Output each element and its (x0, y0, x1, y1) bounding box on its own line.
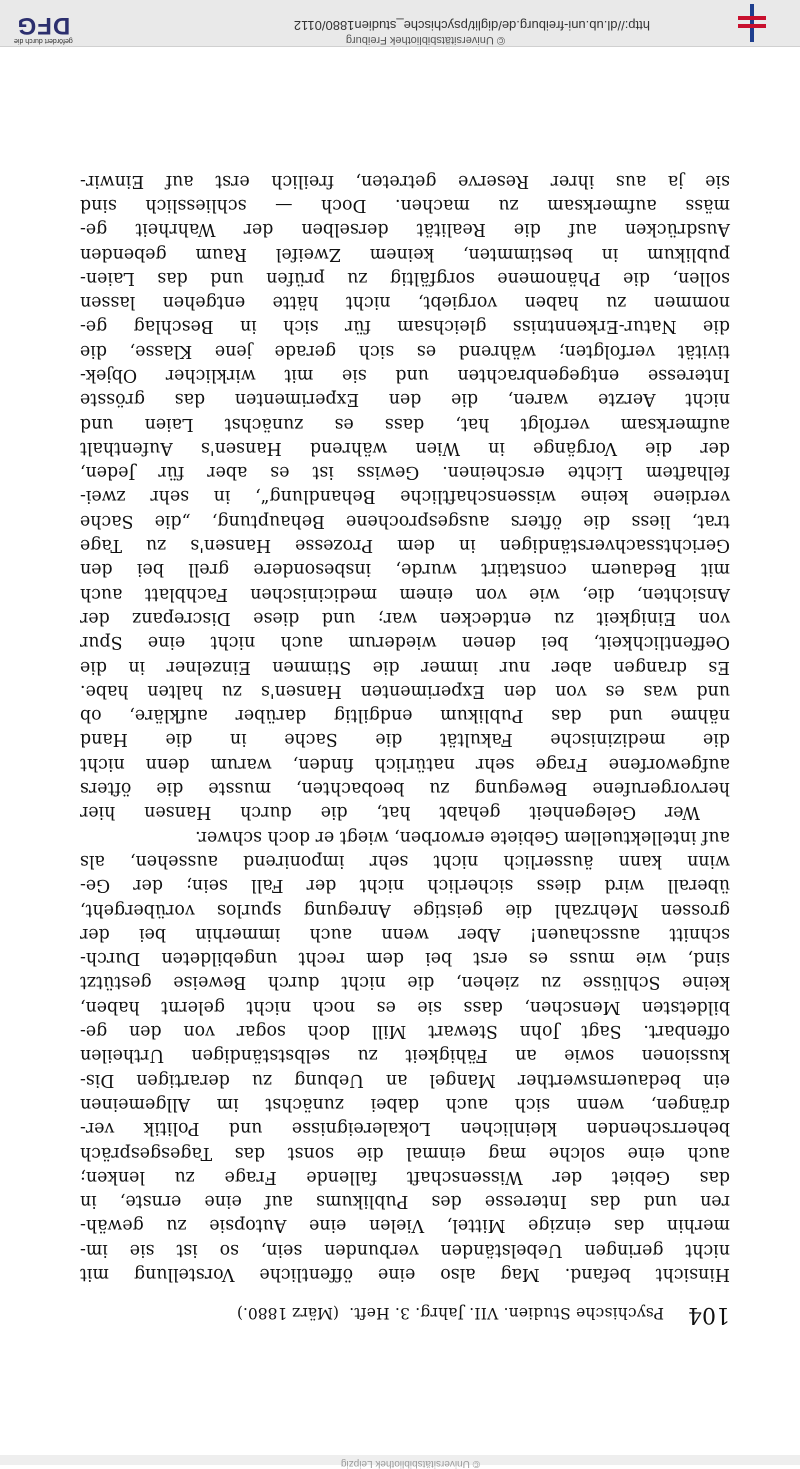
text-line: schnitt ausschauen! Aber wenn auch immerhin bei der (80, 923, 730, 944)
dfg-caption: gefördert durch die (14, 37, 73, 44)
text-line: winn kann äusserlich nicht sehr imponirend aussehen, als (80, 850, 730, 871)
text-line: überall wird diess sicherlich nicht der Fall sein; der Ge- (80, 875, 730, 896)
text-line: und was es von den Experimenten Hansen's zu halten habe. (80, 680, 730, 701)
issue-date: (März 1880.) (236, 1304, 339, 1322)
text-line: mit Bedauern constatirt wurde, insbesondere grell bei den (80, 559, 730, 580)
text-line: auf intellektuellem Gebiete erworben, wiegt er doch schwer. (195, 826, 730, 847)
text-line: mäss aufmerksam zu machen. Doch — schliesslich sind (80, 194, 730, 215)
text-line: drängen, wenn sich auch dabei zunächst im Allgemeinen (80, 1093, 730, 1114)
text-line: Ausdrücken auf die Realität derselben der Wahrheit ge- (80, 219, 730, 240)
text-line: beherrschenden kleinlichen Lokalereignisse und Politik ver- (80, 1118, 730, 1139)
text-line: der die Vorgänge in Wien während Hansen's Aufenthalt (80, 437, 730, 458)
text-line: aufmerksam verfolgt hat, dass es zunächst Laien und (80, 413, 730, 434)
text-line: keine Schlüsse zu ziehen, die nicht durch Beweise gestützt (80, 972, 730, 993)
text-line: Wer Gelegenheit gehabt hat, die durch Hansen hier (80, 802, 700, 823)
text-line: nicht geringen Uebelständen verbunden sein, so ist sie im- (80, 1239, 730, 1260)
text-line: kussionen sowie an Fähigkeit zu selbstständigen Urtheilen (80, 1045, 730, 1066)
text-line: die Natur-Erkenntniss gleichsam für sich in Beschlag ge- (80, 316, 730, 337)
text-line: ren und das Interesse des Publikums auf eine ernste, in (80, 1191, 730, 1212)
text-line: Gerichtssachverständigen in dem Prozesse Hansen's zu Tage (80, 535, 730, 556)
footer-bar (0, 0, 800, 47)
text-line: sind, wie muss es erst bei dem recht ungebildeten Durch- (80, 948, 730, 969)
top-edge-copyright: © Universitätsbibliothek Leipzig (340, 1458, 480, 1469)
text-line: hervorgerufene Bewegung zu beobachten, musste die öfters (80, 778, 730, 799)
text-line: nommen zu haben vorgiebt, nicht hätte entgehen lassen (80, 292, 730, 313)
text-line: sollen, die Phänomene sorgfältig zu prüfen und das Laien- (80, 267, 730, 288)
running-head (80, 1302, 730, 1327)
text-line: nicht Aerzte waren, die den Experimenten das grösste (80, 389, 730, 410)
text-line: Ansichten, die, wie von einem medicinischen Fachblatt auch (80, 583, 730, 604)
journal-title: Psychische Studien. VII. Jahrg. 3. Heft. (349, 1304, 664, 1322)
text-line: ein bedauernswerther Mangel an Uebung zu derartigen Dis- (80, 1069, 730, 1090)
footer-copyright: © Universitätsbibliothek Freiburg (345, 34, 505, 46)
text-line: von Einigkeit zu entdecken war; und diese Discrepanz der (80, 607, 730, 628)
text-line: tivität verfolgten; während es sich gerade jene Klasse, die (80, 340, 730, 361)
text-line: aufgeworfene Frage sehr natürlich finden, warum denn nicht (80, 753, 730, 774)
dfg-logo (14, 13, 73, 44)
body-text (80, 168, 730, 1286)
text-line: nähme und das Publikum endgiltig darüber aufkläre, ob (80, 705, 730, 726)
text-line: verdiene keine wissenschaftliche Behandlung“, in sehr zwei- (80, 486, 730, 507)
text-line: bildetsten Menschen, dass sie es noch nicht gelernt haben, (80, 996, 730, 1017)
text-line: offenbart. Sagt John Stewart Mill doch sogar von den ge- (80, 1021, 730, 1042)
text-line: felhaftem Lichte erscheinen. Gewiss ist es aber für Jeden, (80, 462, 730, 483)
text-line: die medizinische Fakultät die Sache in die Hand (80, 729, 730, 750)
top-edge-band (0, 1455, 800, 1469)
footer-url[interactable]: http://dl.ub.uni-freiburg.de/diglit/psychische_studien1880/0112 (293, 18, 650, 33)
page-number: 104 (688, 1302, 730, 1327)
text-line: Es drangen aber nur immer die Stimmen Einzelner in die (80, 656, 730, 677)
text-line: Hinsicht befand. Mag also eine öffentliche Vorstellung mit (80, 1264, 730, 1284)
text-line: Oeffentlichkeit, bei denen wiederum auch nicht eine Spur (80, 632, 730, 653)
dfg-mark: DFG (16, 12, 71, 39)
scanned-page (80, 168, 730, 1375)
text-line: Interesse entgegenbrachten und sie mit wirklicher Objek- (80, 365, 730, 386)
text-line: das Gebiet der Wissenschaft fallende Frage zu lenken; (80, 1166, 730, 1187)
text-line: merhin das einzige Mittel, Vielen eine Autopsie zu gewäh- (80, 1215, 730, 1236)
text-line: grossen Mehrzahl die geistige Anregung spurlos vorübergeht, (80, 899, 730, 920)
text-line: sie ja aus ihrer Reserve getreten, freilich erst auf Einwir- (80, 170, 730, 191)
text-line: trat, liess die öfters ausgesprochene Behauptung, „die Sache (80, 510, 730, 531)
text-line: publikum in bestimmten, keinem Zweifel Raum gebenden (80, 243, 730, 264)
text-line: auch eine solche mag einmal die sonst das Tagesgespräch (80, 1142, 730, 1163)
ub-freiburg-logo-icon (738, 4, 766, 42)
